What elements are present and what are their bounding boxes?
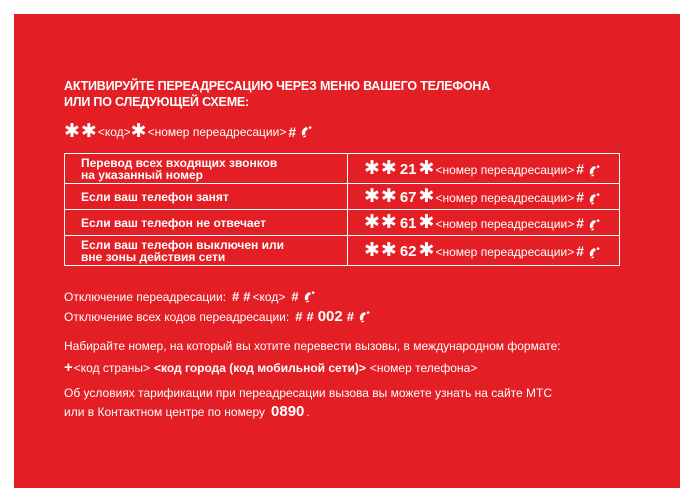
star-symbol: ✱ xyxy=(364,212,381,233)
hash-symbol: # xyxy=(306,309,314,324)
instructions-heading xyxy=(64,78,490,110)
phone-handset-icon xyxy=(588,164,601,177)
condition-cell xyxy=(65,236,348,266)
forward-code: 62 xyxy=(399,243,417,260)
tariff-text: Об условиях тарификации при переадресации вызова вы можете узнать на сайте МТС xyxy=(64,386,553,400)
forward-code: 21 xyxy=(399,161,417,178)
number-placeholder: <номер переадресации> xyxy=(435,217,575,231)
star-symbol: ✱ xyxy=(64,121,81,142)
table-row xyxy=(65,236,620,266)
country-code-placeholder: <код страны> xyxy=(73,360,151,375)
tariff-line-1 xyxy=(64,386,552,400)
disable-all-forwarding-line xyxy=(64,308,371,325)
condition-text: Если ваш телефон не отвечает xyxy=(81,215,266,230)
hash-symbol: # xyxy=(291,289,299,304)
condition-cell xyxy=(65,154,348,184)
hash-symbol: # xyxy=(346,309,354,324)
star-symbol: ✱ xyxy=(380,158,398,179)
phone-handset-icon xyxy=(300,125,313,138)
hash-symbol: # xyxy=(576,189,584,205)
phone-handset-icon xyxy=(588,218,601,231)
phone-handset-icon xyxy=(358,310,371,323)
code-placeholder: <код> xyxy=(97,124,131,139)
plus-symbol: + xyxy=(64,359,73,376)
condition-text: на указанный номер xyxy=(81,167,203,182)
star-symbol: ✱ xyxy=(380,240,398,261)
table-row xyxy=(65,184,620,210)
hash-symbol: # xyxy=(576,215,584,231)
general-formula xyxy=(64,122,313,141)
disable-forwarding-line xyxy=(64,289,316,304)
star-symbol: ✱ xyxy=(418,212,436,233)
phone-number-placeholder: <номер телефона> xyxy=(369,360,478,375)
table-row xyxy=(65,154,620,184)
star-symbol: ✱ xyxy=(364,158,381,179)
code-placeholder: <код> xyxy=(252,289,286,304)
number-placeholder: <номер переадресации> xyxy=(435,163,575,177)
forward-code: 67 xyxy=(399,189,417,206)
phone-handset-icon xyxy=(303,290,316,303)
contact-center-number: 0890 xyxy=(271,403,305,420)
tariff-text: или в Контактном центре по номеру xyxy=(64,404,266,419)
hash-symbol: # xyxy=(243,289,251,304)
table-row xyxy=(65,210,620,236)
dial-intro-text xyxy=(64,339,561,353)
phone-handset-icon xyxy=(588,192,601,205)
star-symbol: ✱ xyxy=(130,121,148,142)
number-placeholder: <номер переадресации> xyxy=(435,191,575,205)
tariff-line-2 xyxy=(64,403,310,420)
dial-intro: Набирайте номер, на который вы хотите перевести вызовы, в международном формате: xyxy=(64,339,561,353)
number-placeholder: <номер переадресации> xyxy=(147,124,287,139)
international-format xyxy=(64,359,477,376)
number-placeholder: <номер переадресации> xyxy=(435,245,575,259)
heading-line-1: АКТИВИРУЙТЕ ПЕРЕАДРЕСАЦИЮ ЧЕРЕЗ МЕНЮ ВАШЕГО ТЕЛЕФОНА xyxy=(64,79,491,93)
disable-label: Отключение переадресации: xyxy=(64,289,227,304)
hash-symbol: # xyxy=(295,309,303,324)
hash-symbol: # xyxy=(576,161,584,177)
star-symbol: ✱ xyxy=(418,158,436,179)
heading-line-2: ИЛИ ПО СЛЕДУЮЩЕЙ СХЕМЕ: xyxy=(64,95,250,109)
city-code-placeholder: <код города (код мобильной сети)> xyxy=(154,360,366,375)
star-symbol: ✱ xyxy=(418,186,436,207)
hash-symbol: # xyxy=(232,289,240,304)
star-symbol: ✱ xyxy=(380,186,398,207)
hash-symbol: # xyxy=(576,243,584,259)
disable-all-label: Отключение всех кодов переадресации: xyxy=(64,309,290,324)
condition-text: Если ваш телефон выключен или xyxy=(81,237,284,252)
disable-all-code: 002 xyxy=(317,308,343,325)
star-symbol: ✱ xyxy=(418,240,436,261)
forward-code: 61 xyxy=(399,215,417,232)
star-symbol: ✱ xyxy=(380,212,398,233)
condition-cell xyxy=(65,210,348,236)
star-symbol: ✱ xyxy=(364,240,381,261)
code-cell xyxy=(348,210,620,236)
code-cell xyxy=(348,184,620,210)
star-symbol: ✱ xyxy=(364,186,381,207)
star-symbol: ✱ xyxy=(80,121,98,142)
mts-call-forwarding-card xyxy=(14,14,680,488)
phone-handset-icon xyxy=(588,246,601,259)
code-cell xyxy=(348,236,620,266)
condition-text: Перевод всех входящих звонков xyxy=(81,155,278,170)
condition-text: вне зоны действия сети xyxy=(81,249,226,264)
period: . xyxy=(306,404,310,419)
code-cell xyxy=(348,154,620,184)
forwarding-codes-table xyxy=(64,153,620,266)
condition-cell xyxy=(65,184,348,210)
condition-text: Если ваш телефон занят xyxy=(81,189,229,204)
hash-symbol: # xyxy=(288,123,297,140)
